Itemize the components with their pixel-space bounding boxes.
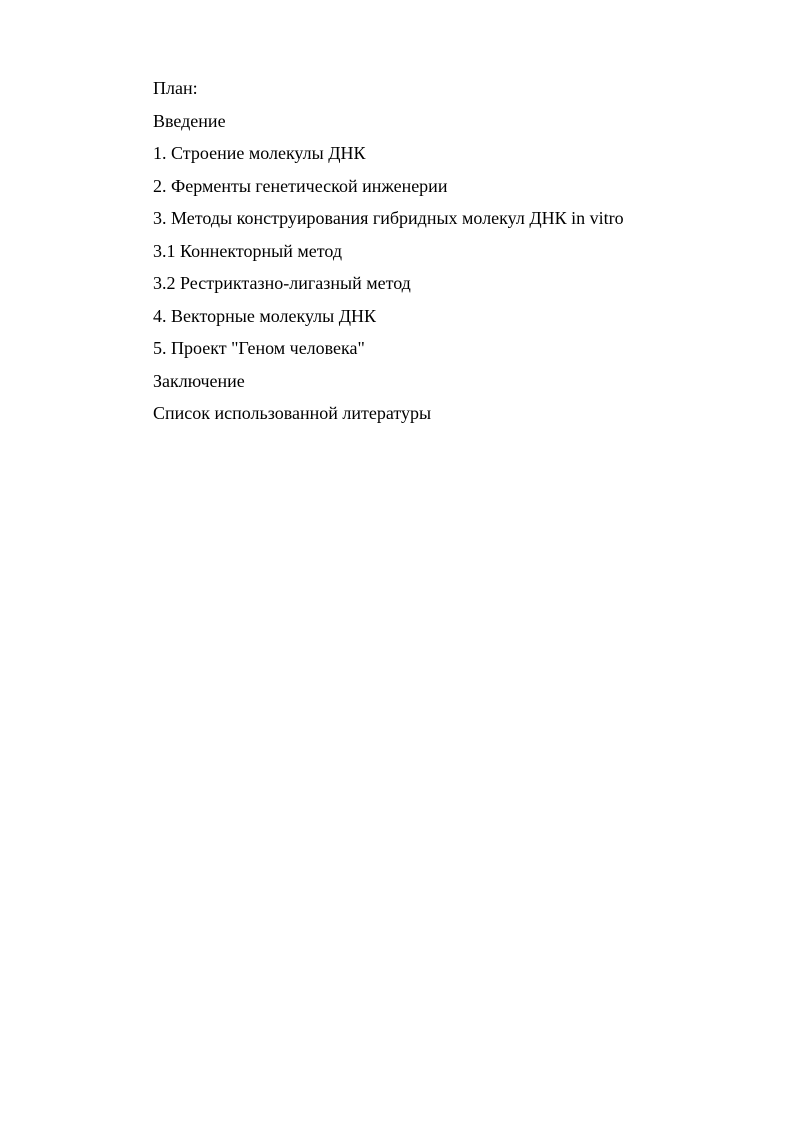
toc-item-conclusion: Заключение xyxy=(153,370,245,391)
toc-item-4: 4. Векторные молекулы ДНК xyxy=(153,305,377,326)
toc-item-1: 1. Строение молекулы ДНК xyxy=(153,143,366,163)
toc-item-3: 3. Методы конструирования гибридных молекул ДНК in vitro xyxy=(153,208,624,228)
toc-item-5: 5. Проект "Геном человека" xyxy=(153,338,365,358)
toc-item-3-2: 3.2 Рестриктазно-лигазный метод xyxy=(153,273,411,293)
toc-heading: План: xyxy=(153,78,198,98)
toc-item-3-1: 3.1 Коннекторный метод xyxy=(153,240,343,261)
table-of-contents xyxy=(153,75,624,433)
toc-item-references: Список использованной литературы xyxy=(153,403,432,423)
toc-item-introduction: Введение xyxy=(153,110,226,131)
toc-item-2: 2. Ферменты генетической инженерии xyxy=(153,175,448,196)
